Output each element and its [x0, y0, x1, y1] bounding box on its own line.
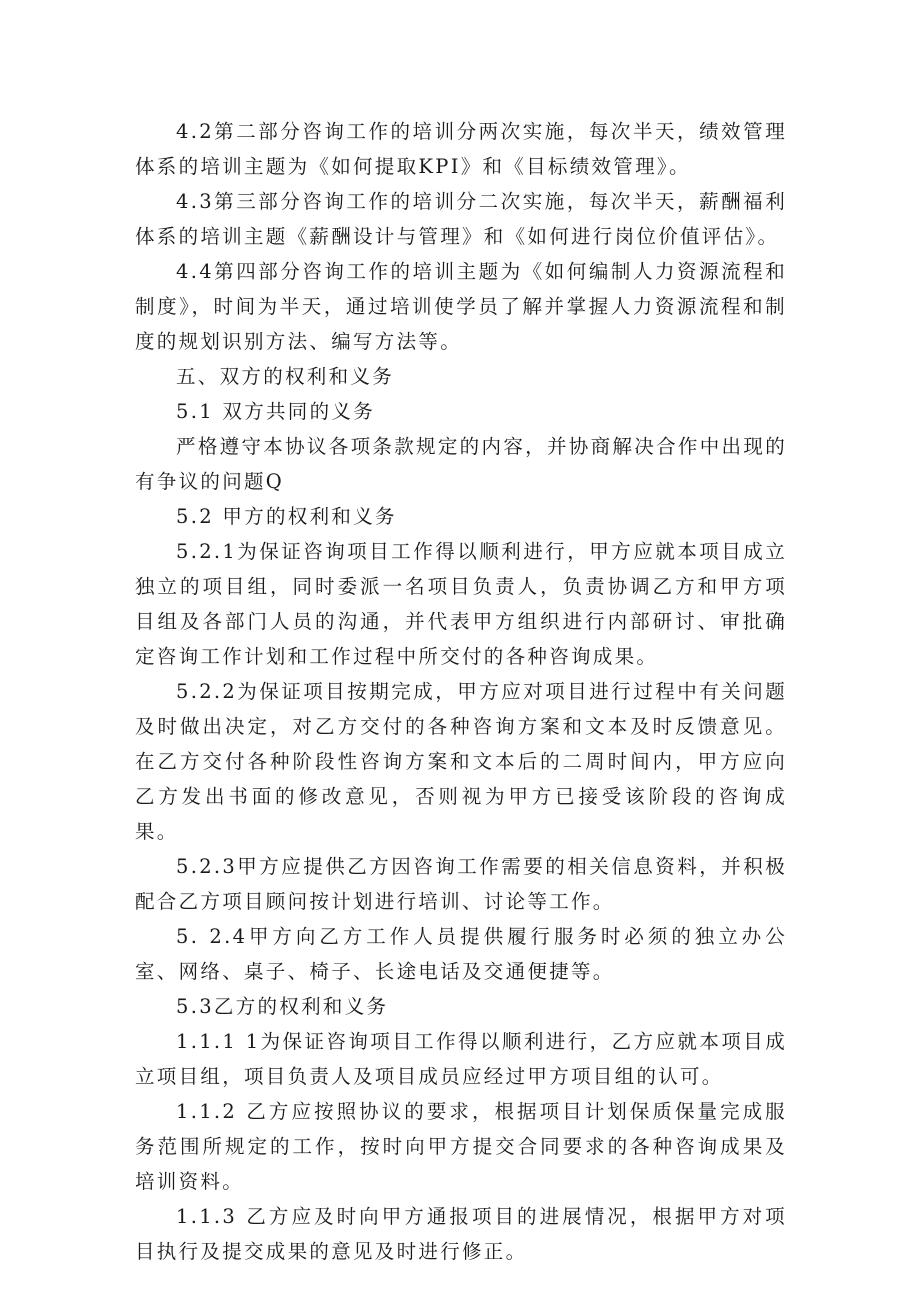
- paragraph-1-1-2: 1.1.2 乙方应按照协议的要求，根据项目计划保质保量完成服务范围所规定的工作，按时向甲方提交合同要求的各种咨询成果及培训资料。: [135, 1100, 787, 1193]
- paragraph-1-1-3: 1.1.3 乙方应及时向甲方通报项目的进展情况，根据甲方对项目执行及提交成果的意见及时进行修正。: [135, 1205, 787, 1263]
- paragraph-5-2-1: 5.2.1为保证咨询项目工作得以顺利进行，甲方应就本项目成立独立的项目组，同时委派一名项目负责人，负责协调乙方和甲方项目组及各部门人员的沟通，并代表甲方组织进行内部研讨、审批确定咨询工作计划和工作过程中所交付的各种咨询成果。: [135, 540, 787, 668]
- subheading-5-2: 5.2 甲方的权利和义务: [176, 505, 397, 528]
- paragraph-5-2-4: 5. 2.4甲方向乙方工作人员提供履行服务时必须的独立办公室、网络、桌子、椅子、长途电话及交通便捷等。: [135, 925, 787, 983]
- paragraph-4-2: 4.2第二部分咨询工作的培训分两次实施，每次半天，绩效管理体系的培训主题为《如何提取KPI》和《目标绩效管理》。: [135, 120, 787, 178]
- document-body: [135, 114, 787, 1269]
- section-heading-5: 五、双方的权利和义务: [176, 365, 395, 388]
- subheading-5-3: 5.3乙方的权利和义务: [176, 995, 389, 1018]
- paragraph-5-2-2: 5.2.2为保证项目按期完成，甲方应对项目进行过程中有关问题及时做出决定，对乙方交付的各种咨询方案和文本及时反馈意见。在乙方交付各种阶段性咨询方案和文本后的二周时间内，甲方应向乙方发出书面的修改意见，否则视为甲方已接受该阶段的咨询成果。: [135, 680, 787, 843]
- paragraph-5-2-3: 5.2.3甲方应提供乙方因咨询工作需要的相关信息资料，并积极配合乙方项目顾问按计划进行培训、讨论等工作。: [135, 855, 787, 913]
- paragraph-4-4: 4.4第四部分咨询工作的培训主题为《如何编制人力资源流程和制度》，时间为半天，通过培训使学员了解并掌握人力资源流程和制度的规划识别方法、编写方法等。: [135, 260, 787, 353]
- paragraph-5-1-body: 严格遵守本协议各项条款规定的内容，并协商解决合作中出现的有争议的问题Q: [135, 435, 787, 493]
- paragraph-4-3: 4.3第三部分咨询工作的培训分二次实施，每次半天，薪酬福利体系的培训主题《薪酬设计与管理》和《如何进行岗位价值评估》。: [135, 190, 787, 248]
- paragraph-1-1-1: 1.1.1 1为保证咨询项目工作得以顺利进行，乙方应就本项目成立项目组，项目负责人及项目成员应经过甲方项目组的认可。: [135, 1030, 787, 1088]
- subheading-5-1: 5.1 双方共同的义务: [176, 400, 376, 423]
